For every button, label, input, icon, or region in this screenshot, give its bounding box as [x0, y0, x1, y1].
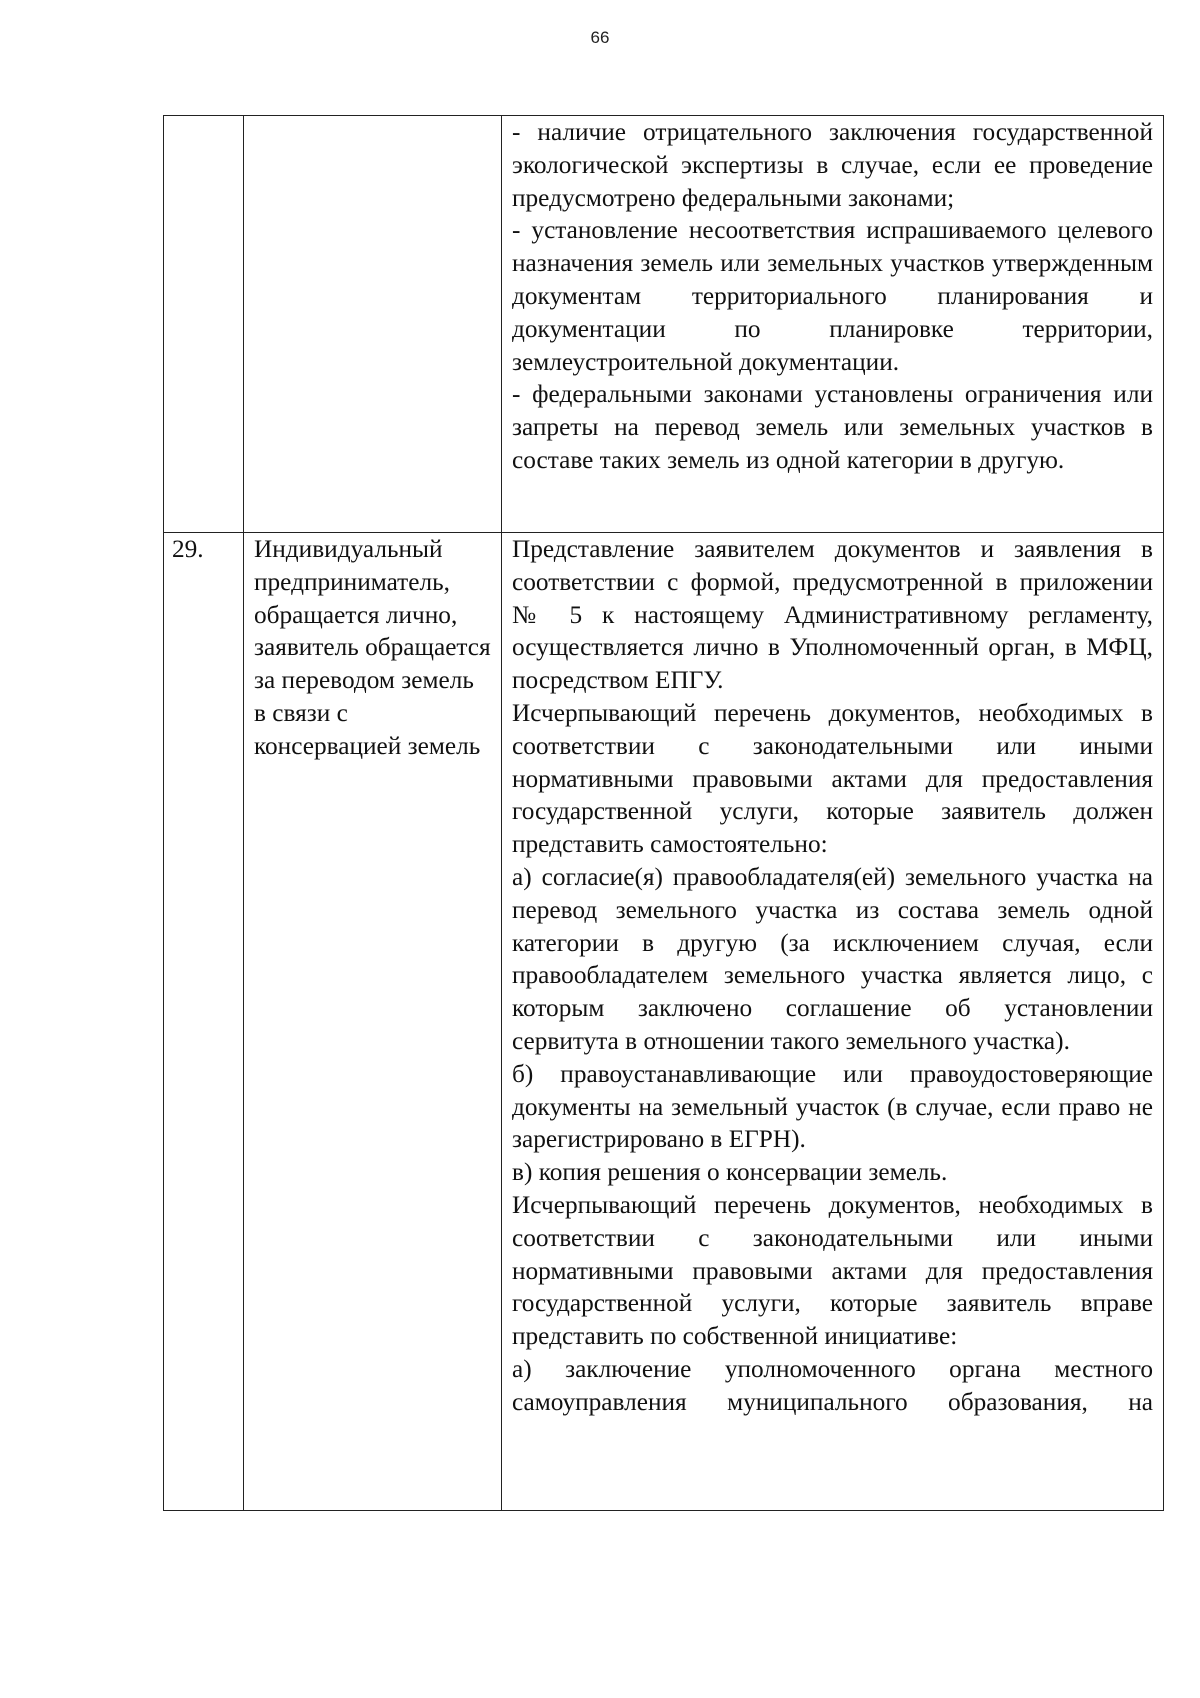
paragraph: Представление заявителем документов и заявления в соответствии с формой, предусмотренной в приложении № 5 к настоящему Административному регламенту, осуществляется лично в Уполномоченный орган, в МФЦ, посредством ЕПГУ. [512, 535, 1153, 695]
paragraph: Исчерпывающий перечень документов, необходимых в соответствии с законодательными или иными нормативными правовыми актами для предоставления государственной услуги, которые заявитель должен представить самостоятельно: [512, 698, 1153, 859]
applicant-cell [244, 116, 502, 533]
page-number: 66 [590, 28, 610, 47]
paragraph: в) копия решения о консервации земель. [512, 1158, 948, 1187]
paragraph: - федеральными законами установлены ограничения или запреты на перевод земель или земельных участков в составе таких земель из одной категории в другую. [512, 380, 1153, 474]
applicant-cell: Индивидуальный предприниматель, обращается лично, заявитель обращается за переводом земель в связи с консервацией земель [244, 533, 502, 1511]
row-number-cell: 29. [164, 533, 244, 1511]
regulation-table [163, 115, 1164, 1511]
procedure-cell [502, 533, 1164, 1511]
paragraph: б) правоустанавливающие или правоудостоверяющие документы на земельный участок (в случае, если право не зарегистрировано в ЕГРН). [512, 1059, 1153, 1154]
table-row-29 [164, 533, 1164, 1511]
grounds-cell [502, 116, 1164, 533]
paragraph: Исчерпывающий перечень документов, необходимых в соответствии с законодательными или иными нормативными правовыми актами для предоставления государственной услуги, которые заявитель вправе представить по собственной инициативе: [512, 1190, 1153, 1351]
paragraph: а) согласие(я) правообладателя(ей) земельного участка на перевод земельного участка из состава земель одной категории в другую (за исключением случая, если правообладателем земельного участка является лицо, с которым заключено соглашение об установлении сервитута в отношении такого земельного участка). [512, 862, 1153, 1055]
paragraph: - установление несоответствия испрашиваемого целевого назначения земель или земельных участков утвержденным документам территориального планирования и документации по планировке территории, землеустроительной документации. [512, 216, 1153, 376]
paragraph: а) заключение уполномоченного органа местного самоуправления муниципального образования, на [512, 1354, 1153, 1416]
row-number-cell [164, 116, 244, 533]
paragraph: - наличие отрицательного заключения государственной экологической экспертизы в случае, если ее проведение предусмотрено федеральными законами; [512, 118, 1153, 212]
table-row-continued [164, 116, 1164, 533]
